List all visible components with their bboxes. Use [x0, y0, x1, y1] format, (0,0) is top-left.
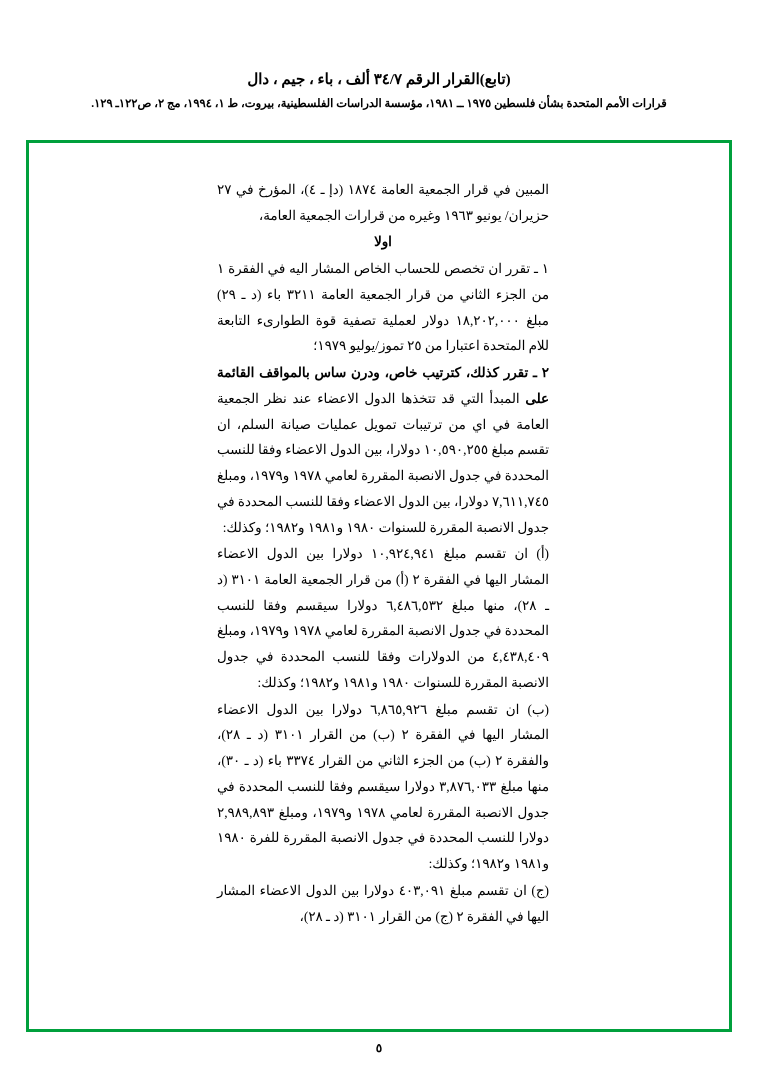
paragraph-2 — [217, 360, 549, 540]
green-border-frame — [26, 140, 732, 1032]
paragraph-2-lead: ٢ ـ تقرر كذلك، كترتيب خاص، ودرن ساس بالمواقف القائمة على — [217, 365, 549, 406]
paragraph-2-rest: المبدأ التي قد تتخذها الدول الاعضاء عند نظر الجمعية العامة في اي من ترتيبات تمويل عمليات صيانة السلم، ان تقسم مبلغ ١٠,٥٩٠,٢٥٥ دولارا، بين الدول الاعضاء وفقا للنسب المحددة في جدول الانصبة المقررة لعامي ١٩٧٨ و١٩٧٩، ومبلغ ٧,٦١١,٧٤٥ دولارا، بين الدول الاعضاء وفقا للنسب المحددة في جدول الانصبة المقررة للسنوات ١٩٨٠ و١٩٨١ و١٩٨٢؛ وكذلك: — [217, 390, 550, 535]
source-citation: قرارات الأمم المتحدة بشأن فلسطين ١٩٧٥ ــ ١٩٨١، مؤسسة الدراسات الفلسطينية، بيروت، ط ١، ١٩٩٤، مج ٢، ص١٢٢ـ ١٢٩. — [91, 98, 667, 110]
paragraph-2a: (أ) ان تقسم مبلغ ١٠,٩٢٤,٩٤١ دولارا بين الدول الاعضاء المشار اليها في الفقرة ٢ (أ) من قرار الجمعية العامة ٣١٠١ (د ـ ٢٨)، منها مبلغ ٦,٤٨٦,٥٣٢ دولارا سيقسم وفقا للنسب المحددة في جدول الانصبة المقررة لعامي ١٩٧٨ و١٩٧٩، ومبلغ ٤,٤٣٨,٤٠٩ من الدولارات وفقا للنسب المحددة في جدول الانصبة المقررة للسنوات ١٩٨٠ و١٩٨١ و١٩٨٢؛ وكذلك: — [217, 546, 550, 690]
document-body — [217, 177, 549, 930]
paragraph-1: ١ ـ تقرر ان تخصص للحساب الخاص المشار اليه في الفقرة ١ من الجزء الثاني من قرار الجمعية العامة ٣٢١١ باء (د ـ ٢٩) مبلغ ١٨,٢٠٢,٠٠٠ دولار لعملية تصفية قوة الطوارىء التابعة للام المتحدة اعتبارا من ٢٥ تموز/يوليو ١٩٧٩؛ — [217, 261, 549, 354]
page-title: (تابع)القرار الرقم ٣٤/٧ ألف ، باء ، جيم ، دال — [247, 72, 511, 88]
paragraph-2c: (ج) ان تقسم مبلغ ٤٠٣,٠٩١ دولارا بين الدول الاعضاء المشار اليها في الفقرة ٢ (ج) من القرار ٣١٠١ (د ـ ٢٨)، — [217, 882, 549, 924]
document-header — [0, 70, 758, 112]
paragraph-opening: المبين في قرار الجمعية العامة ١٨٧٤ (دإ ـ ٤)، المؤرخ في ٢٧ حزيران/ يونيو ١٩٦٣ وغيره من قرارات الجمعية العامة، — [217, 182, 549, 223]
section-heading-first: اولا — [374, 234, 392, 250]
paragraph-2b: (ب) ان تقسم مبلغ ٦,٨٦٥,٩٢٦ دولارا بين الدول الاعضاء المشار اليها في الفقرة ٢ (ب) من القرار ٣١٠١ (د ـ ٢٨)، والفقرة ٢ (ب) من الجزء الثاني من القرار ٣٣٧٤ باء (د ـ ٣٠)، منها مبلغ ٣,٨٧٦,٠٣٣ دولارا سيقسم وفقا للنسب المحددة في جدول الانصبة المقررة لعامي ١٩٧٨ و١٩٧٩، ومبلغ ٢,٩٨٩,٨٩٣ دولارا للنسب المحددة في جدول الانصبة المقررة للفرة ١٩٨٠ و١٩٨١ و١٩٨٢؛ وكذلك: — [217, 701, 550, 872]
page-number: ٥ — [375, 1041, 383, 1055]
